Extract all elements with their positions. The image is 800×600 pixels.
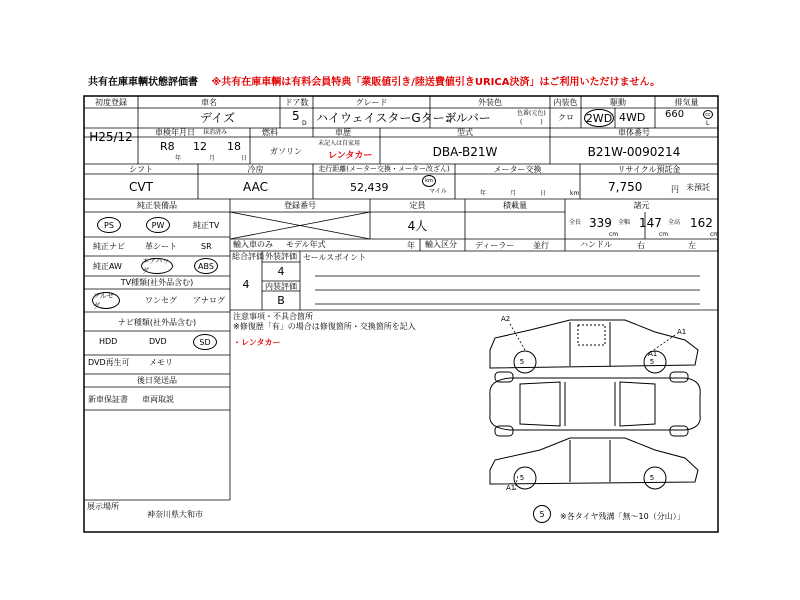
fuel-label: 燃料 [262, 128, 278, 137]
equip-airbag-circled: エアバッグ [141, 258, 173, 274]
fuel-value: ガソリン [270, 147, 302, 156]
meter-change-label: メーター交換 [493, 165, 542, 174]
equip-abs-circled: ABS [194, 258, 218, 274]
inspected-label: 抹消済み [203, 129, 228, 136]
drive-label: 駆動 [610, 98, 626, 107]
history-label: 車歴 [335, 128, 351, 137]
navi-type-title: ナビ種類(社外品含む) [117, 318, 197, 327]
inspection-month: 12 [193, 140, 207, 153]
ac-value: AAC [243, 180, 268, 194]
grade-label: グレード [355, 98, 388, 107]
height-value: 162 [690, 216, 713, 230]
meter-month-label: 月 [510, 190, 517, 197]
ac-label: 冷房 [247, 165, 264, 174]
recycle-status: 未預託 [686, 183, 710, 192]
equip-ps-circled: PS [97, 217, 121, 233]
equip-navi: 純正ナビ [93, 242, 125, 251]
import-class-label: 輸入区分 [425, 240, 457, 249]
model-label: 型式 [457, 128, 473, 137]
tire-value-rr: 5 [649, 474, 655, 482]
reg-number-label: 登録番号 [284, 201, 316, 210]
interior-color-value: クロ [558, 113, 574, 122]
location-value: 神奈川県大和市 [147, 510, 203, 519]
mark-a1-side: A1 [648, 350, 658, 358]
interior-color-label: 内装色 [553, 98, 578, 107]
recycle-value: 7,750 [608, 180, 643, 194]
first-reg-value: H25/12 [89, 130, 133, 144]
equip-tv: 純正TV [193, 221, 220, 230]
handle-label: ハンドル [580, 240, 612, 249]
tv-analog: アナログ [193, 296, 225, 305]
history-sub-label: 未記入は自家用 [318, 140, 361, 147]
spec-label: 諸元 [633, 201, 650, 210]
history-value: レンタカー [328, 151, 373, 161]
mileage-alt-unit: マイル [429, 188, 447, 195]
height-unit: cm [710, 231, 720, 238]
model-year-label: モデル年式 [286, 240, 326, 249]
tire-value-rl: 5 [649, 358, 655, 366]
import-only-label: 輸入車のみ [233, 240, 273, 249]
length-value: 339 [589, 216, 612, 230]
navi-memory: メモリ [149, 358, 173, 367]
interior-eval-value: B [277, 294, 285, 307]
capacity-value: 4人 [407, 219, 428, 233]
year-label: 年 [175, 155, 182, 162]
navi-dvd-play: DVD再生可 [88, 358, 130, 367]
tire-note: ※各タイヤ残溝「無～10（分山）」 [560, 512, 685, 521]
chassis-no-value: B21W-0090214 [587, 145, 681, 159]
tv-oneseg: ワンセグ [145, 296, 177, 305]
mileage-unit-circled: km [422, 175, 436, 187]
sales-point-label: セールスポイント [303, 253, 367, 262]
tv-fullseg-circled: フルセグ [92, 292, 120, 309]
equip-leather: 革シート [145, 242, 177, 251]
navi-hdd: HDD [99, 337, 118, 346]
exterior-eval-label: 外装評価 [265, 252, 297, 261]
length-label: 全長 [569, 219, 582, 226]
day-label: 日 [241, 155, 248, 162]
color-no-label: 色番(元色) [517, 110, 546, 117]
notes-title: 注意事項・不具合箇所 [233, 312, 313, 321]
equip-sr: SR [201, 242, 212, 251]
location-label: 展示場所 [87, 502, 119, 511]
mark-a1-rear: A1 [677, 328, 687, 336]
import-parallel: 並行 [533, 241, 549, 250]
length-unit: cm [609, 231, 619, 238]
exterior-eval-value: 4 [277, 265, 285, 278]
shift-label: シフト [129, 165, 153, 174]
document-title: 共有在庫車輌状態評価書 [88, 77, 198, 88]
shift-value: CVT [129, 180, 153, 194]
first-reg-label: 初度登録 [95, 98, 127, 107]
doors-label: ドア数 [284, 98, 309, 107]
interior-eval-label: 内装評価 [265, 282, 297, 291]
mileage-value: 52,439 [350, 181, 389, 194]
notes-sub: ※修復歴「有」の場合は修復箇所・交換箇所を記入 [233, 322, 416, 331]
car-name-label: 車名 [201, 98, 217, 107]
displacement-value: 660 [665, 109, 685, 120]
model-year-unit: 年 [407, 241, 415, 250]
tire-legend-circled: 5 [533, 505, 551, 523]
inspection-era: R8 [160, 140, 175, 153]
tv-type-title: TV種類(社外品含む) [120, 278, 194, 287]
meter-year-label: 年 [480, 190, 487, 197]
meter-km-label: km [570, 190, 580, 197]
displacement-label: 排気量 [674, 98, 699, 107]
mileage-label: 走行距離(メーター交換・メーター改ざん) [318, 165, 450, 173]
drive-4wd: 4WD [619, 111, 646, 124]
equip-pw-circled: PW [146, 217, 170, 233]
car-name-value: デイズ [200, 111, 236, 125]
width-label: 全幅 [618, 219, 631, 226]
recycle-unit: 円 [671, 185, 679, 194]
exterior-color-value: シルバー [444, 111, 491, 125]
tire-value-fr: 5 [519, 474, 525, 482]
inspection-day: 18 [227, 140, 241, 153]
capacity-label: 定員 [409, 201, 426, 210]
import-dealer: ディーラー [475, 241, 515, 250]
total-eval-label: 総合評価 [232, 252, 264, 261]
mark-a2-front: A2 [501, 315, 511, 323]
inspection-label: 車検年月日 [155, 128, 195, 137]
drive-2wd-circled: 2WD [584, 109, 614, 127]
doors-value: 5 [292, 109, 300, 123]
equip-aw: 純正AW [93, 262, 122, 271]
equipment-title: 純正装備品 [137, 201, 177, 210]
navi-dvd: DVD [149, 337, 167, 346]
model-value: DBA-B21W [432, 145, 498, 159]
handle-left: 左 [688, 241, 696, 250]
notes-item: ・レンタカー [233, 338, 281, 347]
width-unit: cm [659, 231, 669, 238]
handle-right: 右 [637, 241, 645, 250]
load-label: 積載量 [503, 201, 527, 210]
recycle-label: リサイクル預託金 [617, 165, 681, 174]
displacement-alt-unit: L [706, 120, 710, 127]
width-value: 147 [639, 216, 662, 230]
docs-warranty: 新車保証書 [88, 395, 128, 404]
navi-sd-circled: SD [193, 334, 217, 350]
meter-day-label: 日 [540, 190, 547, 197]
docs-manual: 車両取説 [142, 395, 174, 404]
grade-value: ハイウェイスターGターボ [316, 111, 457, 125]
notice-text: ※共有在庫車輌は有料会員特典「業販値引き/陸送費値引きURICA決済」はご利用いただけません。 [211, 77, 661, 88]
month-label: 月 [209, 155, 216, 162]
chassis-no-label: 車体番号 [618, 128, 650, 137]
car-damage-diagram [470, 310, 720, 525]
color-no-paren: ( ) [520, 119, 543, 126]
exterior-color-label: 外装色 [478, 98, 502, 107]
height-label: 全高 [668, 219, 681, 226]
mark-a1-bottom: A1 [506, 484, 516, 492]
doors-unit: D [302, 120, 307, 127]
displacement-unit-circled: cc [703, 110, 713, 119]
total-eval-value: 4 [242, 278, 250, 291]
tire-value-fl: 5 [519, 358, 525, 366]
docs-title: 後日発送品 [137, 376, 177, 385]
